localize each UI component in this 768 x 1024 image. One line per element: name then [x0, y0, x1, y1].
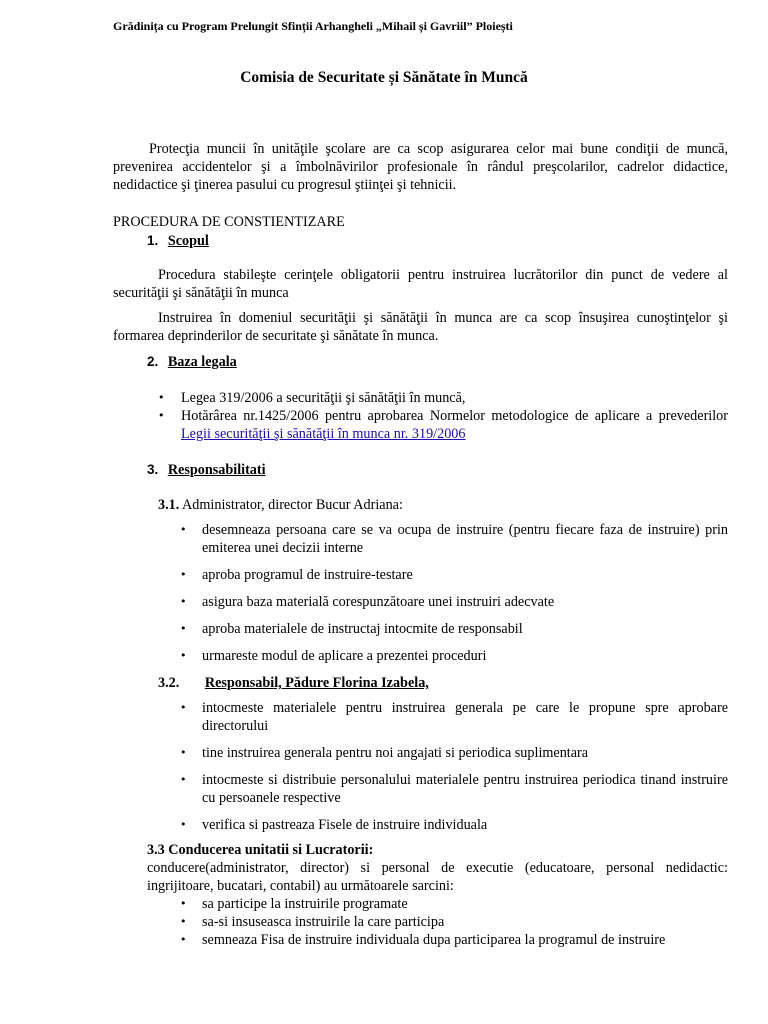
list-item-text: sa-si insuseasca instruirile la care participa — [202, 914, 445, 930]
bullet-icon: • — [180, 933, 187, 946]
document-title: Comisia de Securitate și Sănătate în Muncă — [240, 69, 528, 86]
section-title: Baza legala — [167, 354, 237, 370]
list-item-text: intocmeste si distribuie personalului materialele pentru instruirea periodica tinand instruire cu persoanele respective — [202, 772, 728, 806]
bullet-icon: • — [180, 818, 187, 831]
list-item — [180, 521, 728, 557]
subsection-3-3-heading: 3.3 Conducerea unitatii si Lucratorii: — [147, 842, 374, 858]
subsection-3-3-paragraph: conducere(administrator, director) si personal de executie (educatoare, personal nedidactic: ingrijitoare, bucatari, contabil) au următoarele sarcini: — [147, 860, 728, 894]
list-item — [180, 771, 728, 807]
subsection-3-2-list — [180, 699, 728, 834]
subsection-number: 3.2. — [158, 675, 180, 691]
bullet-icon: • — [180, 523, 187, 536]
subsection-label: Responsabil, Pădure Florina Izabela, — [204, 675, 429, 691]
bullet-icon: • — [180, 701, 187, 714]
bullet-icon: • — [180, 595, 187, 608]
bullet-icon: • — [180, 915, 187, 928]
bullet-icon: • — [180, 746, 187, 759]
list-item-text: asigura baza materială corespunzătoare unei instruiri adecvate — [202, 594, 555, 610]
bullet-icon: • — [180, 622, 187, 635]
list-item — [180, 744, 728, 762]
list-item-text: aproba materialele de instructaj intocmite de responsabil — [202, 621, 523, 637]
subsection-3-2-heading — [158, 674, 429, 692]
bullet-icon: • — [180, 773, 187, 786]
list-item — [180, 913, 728, 931]
subsection-3-1-heading — [158, 496, 403, 514]
list-item-text: Legea 319/2006 a securităţii şi sănătăţii în muncă, — [181, 390, 466, 406]
list-item — [180, 566, 728, 584]
list-item-text: sa participe la instruirile programate — [202, 896, 408, 912]
list-item-text: Hotărârea nr.1425/2006 pentru aprobarea Normelor metodologice de aplicare a prevederilor — [181, 408, 728, 424]
list-item-text: verifica si pastreaza Fisele de instruire individuala — [202, 817, 488, 833]
bullet-icon: • — [158, 409, 165, 422]
intro-paragraph: Protecţia muncii în unităţile şcolare are ca scop asigurarea celor mai bune condiţii de muncă, prevenirea accidentelor şi a îmbolnăvirilor profesionale în rândul preşcolarilor, cadrelor didactice, nedidactice şi ţinerea pasului cu progresul ştiinţei şi tehnicii. — [113, 141, 728, 193]
section-number: 1. — [147, 233, 159, 248]
list-item-text: aproba programul de instruire-testare — [202, 567, 413, 583]
section-2-heading — [147, 353, 237, 371]
section-1-paragraph-2: Instruirea în domeniul securităţii şi sănătăţii în munca are ca scop însuşirea cunoştinţelor şi formarea deprinderilor de securitate şi sănătate în munca. — [113, 310, 728, 344]
section-1-paragraph-1: Procedura stabileşte cerinţele obligatorii pentru instruirea lucrătorilor din punct de vedere al securităţii şi sănătăţii în munca — [113, 267, 728, 301]
list-item — [180, 647, 728, 665]
list-item-text: urmareste modul de aplicare a prezentei proceduri — [202, 648, 487, 664]
section-number: 2. — [147, 354, 159, 369]
legal-basis-list — [158, 389, 728, 443]
list-item — [180, 931, 728, 949]
list-item-text: intocmeste materialele pentru instruirea generala pe care le propune spre aprobare directorului — [202, 700, 728, 734]
list-item-text: semneaza Fisa de instruire individuala dupa participarea la programul de instruire — [202, 932, 666, 948]
subsection-3-3-list — [180, 895, 728, 949]
bullet-icon: • — [180, 649, 187, 662]
bullet-icon: • — [180, 897, 187, 910]
list-item — [180, 895, 728, 913]
list-item-text: tine instruirea generala pentru noi angajati si periodica suplimentara — [202, 745, 589, 761]
document-header: Grădinița cu Program Prelungit Sfinții Arhangheli „Mihail și Gavriil” Ploiești — [113, 19, 513, 33]
subsection-3-1-list — [180, 521, 728, 665]
section-title: Scopul — [167, 233, 209, 249]
section-title: Responsabilitati — [167, 462, 266, 478]
subsection-number: 3.1. — [158, 497, 180, 513]
law-link[interactable]: Legii securităţii şi sănătăţii în munca nr. 319/2006 — [181, 426, 466, 442]
list-item-text: desemneaza persoana care se va ocupa de instruire (pentru fiecare faza de instruire) prin emiterea unei decizii interne — [202, 522, 728, 556]
subsection-label: Administrator, director Bucur Adriana: — [182, 497, 403, 513]
bullet-icon: • — [158, 391, 165, 404]
list-item — [180, 699, 728, 735]
list-item — [158, 389, 728, 407]
section-3-heading — [147, 461, 266, 479]
list-item — [180, 816, 728, 834]
list-item — [180, 620, 728, 638]
procedure-heading: PROCEDURA DE CONSTIENTIZARE — [113, 214, 345, 230]
list-item — [180, 593, 728, 611]
section-1-heading — [147, 232, 209, 250]
list-item — [158, 407, 728, 443]
bullet-icon: • — [180, 568, 187, 581]
section-number: 3. — [147, 462, 159, 477]
